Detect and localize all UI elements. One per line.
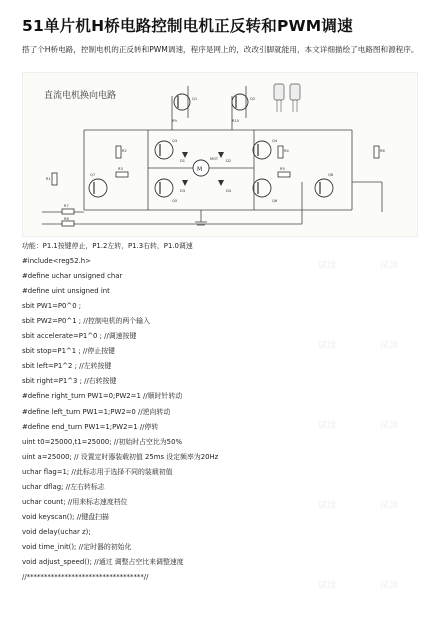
watermark: 试读 [380, 261, 399, 271]
code-listing [22, 241, 422, 587]
watermark: 试读 [380, 421, 399, 431]
part-label: R10 [232, 119, 240, 123]
watermark: 试读 [380, 581, 399, 591]
code-line: #define left_turn PW1=1;PW2=0 //逆向转动 [22, 407, 171, 416]
code-line: uint t0=25000,t1=25000; //初始时占空比为50% [22, 437, 182, 446]
function-description: 功能：P1.1按键停止，P1.2左转，P1.3右转，P1.0调速 [22, 242, 193, 250]
part-label: R1 [46, 177, 51, 181]
code-line: void delay(uchar z); [22, 527, 91, 536]
part-label: Q1 [192, 97, 198, 101]
code-line: sbit PW2=P0^1 ; //控制电机的两个输入 [22, 317, 150, 326]
part-label: Q8 [328, 173, 334, 177]
code-line: uchar count; //用来标志速度档位 [22, 497, 128, 506]
part-label: MOT [210, 157, 219, 161]
watermark: 试读 [380, 341, 399, 351]
watermark: 试读 [318, 341, 337, 351]
part-label: R2 [122, 149, 127, 153]
code-line: //**********************************// [22, 573, 149, 582]
part-label: Q4 [272, 139, 278, 143]
part-label: R7 [64, 204, 69, 208]
diagram-heading: 直流电机换向电路 [44, 91, 117, 101]
intro-paragraph: 搭了个H桥电路，控制电机的正反转和PWM调速，程序是网上的，改改引脚就能用，本文详细描绘了电路图和源程序。 [22, 45, 419, 54]
code-line: #define uint unsigned int [22, 287, 110, 296]
part-label: R6 [380, 149, 385, 153]
watermark: 试读 [318, 421, 337, 431]
code-line: uchar dflag; //左右转标志 [22, 482, 105, 491]
part-label: R8 [64, 217, 69, 221]
part-label: D4 [226, 189, 232, 193]
part-label: D1 [180, 159, 186, 163]
part-label: Q7 [90, 173, 96, 177]
part-label: D3 [180, 189, 186, 193]
watermark: 试读 [380, 501, 399, 511]
part-label: Q3 [172, 139, 178, 143]
code-line: sbit left=P1^2 ; //左转按键 [22, 362, 112, 371]
code-line: void time_init(); //定时器的初始化 [22, 542, 132, 551]
watermark: 试读 [318, 501, 337, 511]
h-bridge-schematic [22, 72, 418, 237]
part-label: R9 [172, 119, 177, 123]
watermark: 试读 [318, 581, 337, 591]
part-label: Q6 [272, 199, 278, 203]
code-line: sbit PW1=P0^0 ; [22, 302, 82, 311]
code-line: sbit right=P1^3 ; //右转按键 [22, 377, 117, 386]
page-title: 51单片机H桥电路控制电机正反转和PWM调速 [22, 17, 353, 35]
code-line: uint a=25000; // 设置定时器装载初值 25ms 设定频率为20Hz [22, 452, 219, 461]
code-line: sbit accelerate=P1^0 ; //调速按键 [22, 332, 137, 341]
code-line: void adjust_speed(); //通过 调整占空比来调整速度 [22, 557, 184, 566]
part-label: D2 [226, 159, 232, 163]
part-label: Q5 [172, 199, 178, 203]
part-label: R5 [280, 167, 285, 171]
code-line: uchar flag=1; //此标志用于选择不同的装载初值 [22, 467, 173, 476]
code-line: #include<reg52.h> [22, 257, 91, 266]
watermark: 试读 [318, 261, 337, 271]
part-label: R3 [118, 167, 123, 171]
part-label: R4 [284, 149, 289, 153]
code-line: #define uchar unsigned char [22, 272, 123, 281]
code-line: sbit stop=P1^1 ; //停止按键 [22, 347, 116, 356]
code-line: #define end_turn PW1=1;PW2=1 //停转 [22, 422, 159, 431]
code-line: #define right_turn PW1=0;PW2=1 //顺时针转动 [22, 392, 183, 401]
part-label: Q2 [250, 97, 256, 101]
svg-text:M: M [197, 166, 203, 173]
code-line: void keyscan(); //键盘扫描 [22, 512, 109, 521]
circuit-diagram [22, 72, 418, 237]
